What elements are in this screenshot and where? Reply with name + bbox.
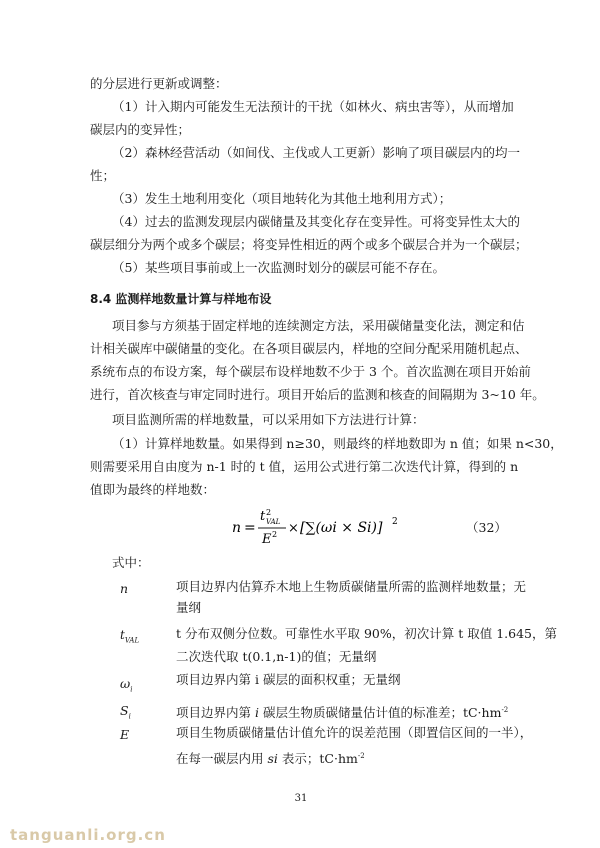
section-paragraph-line: 项目监测所需的样地数量，可以采用如下方法进行计算：	[112, 412, 425, 427]
list-item-3: （3）发生土地利用变化（项目地转化为其他土地利用方式）；	[112, 191, 452, 206]
equation-number: （32）	[466, 520, 507, 535]
equation-numerator-sup: 2	[266, 508, 272, 517]
watermark: tanguanli.org.cn	[10, 826, 166, 844]
definition-text-e-line-1: 项目生物质碳储量估计值允许的误差范围（即置信区间的一半），	[176, 725, 533, 740]
definition-text-s-main: 项目边界内第 i 碳层生物质碳储量估计值的标准差；$tC\cdot hm^{-2}$	[176, 705, 509, 721]
definition-text-tval-line-1: t 分布双侧分位数。可靠性水平取 90%，初次计算 t 取值 1.645，第	[176, 626, 557, 641]
section-paragraph-line: 进行，首次核查与审定同时进行。项目开始后的监测和核查的间隔期为 3~10 年。	[90, 387, 545, 402]
equation-denominator-e: E	[262, 532, 272, 547]
equation-equals: =	[244, 520, 256, 536]
equation-lhs: n	[232, 520, 242, 536]
definition-text-n-line-1: 项目边界内估算乔木地上生物质碳储量所需的监测样地数量；无	[176, 579, 527, 594]
page-number: 31	[294, 793, 308, 804]
equation-body: [∑(ωi × Si)]	[300, 520, 383, 536]
definition-symbol-s: $S_i$	[120, 703, 131, 721]
section-paragraph-line: 值即为最终的样地数：	[90, 482, 216, 497]
definition-symbol-tval	[120, 628, 139, 644]
symbol-val-subscript: VAL	[124, 636, 140, 645]
equation-body-sup: 2	[392, 517, 398, 527]
list-item-2-line-1: （2）森林经营活动（如间伐、主伐或人工更新）影响了项目碳层内的均一	[112, 145, 520, 160]
where-label: 式中：	[112, 555, 150, 570]
list-item-2-line-2: 性；	[90, 168, 116, 183]
section-paragraph-line: 则需要采用自由度为 n-1 时的 t 值，运用公式进行第二次迭代计算，得到的 n	[90, 459, 519, 474]
symbol-t: t	[120, 628, 125, 642]
section-paragraph-line: 项目参与方须基于固定样地的连续测定方法，采用碳储量变化法，测定和估	[112, 318, 525, 333]
list-item-4-line-1: （4）过去的监测发现层内碳储量及其变化存在变异性。可将变异性太大的	[112, 214, 520, 229]
equation-numerator-t: t	[260, 509, 266, 524]
equation-times: ×	[288, 521, 299, 536]
section-paragraph-line: （1）计算样地数量。如果得到 n≥30，则最终的样地数即为 n 值；如果 n<30，	[112, 436, 563, 451]
equation-denominator-sup: 2	[272, 530, 278, 539]
list-item-1-line-2: 碳层内的变异性；	[90, 122, 191, 137]
definition-text-e-line-2: 在每一碳层内用 si 表示；$tC\cdot hm^{-2}$	[176, 751, 365, 767]
definition-symbol-e: E	[120, 727, 130, 742]
list-item-5: （5）某些项目事前或上一次监测时划分的碳层可能不存在。	[112, 260, 445, 275]
definition-symbol-omega: $\omega_i$	[120, 676, 133, 694]
section-paragraph-line: 计相关碳库中碳储量的变化。在各项目碳层内，样地的空间分配采用随机起点、	[90, 341, 528, 356]
equation-numerator-sub: VAL	[266, 518, 281, 526]
equation-32	[232, 508, 412, 548]
section-paragraph-line: 系统布点的布设方案，每个碳层布设样地数不少于 3 个。首次监测在项目开始前	[90, 364, 531, 379]
definition-text-omega: 项目边界内第 i 碳层的面积权重；无量纲	[176, 672, 401, 687]
definition-symbol-n: n	[120, 581, 129, 596]
section-heading: 8.4 监测样地数量计算与样地布设	[90, 292, 272, 306]
paragraph-continuation: 的分层进行更新或调整：	[90, 76, 228, 91]
definition-text-s	[176, 702, 508, 721]
list-item-1-line-1: （1）计入期内可能发生无法预计的干扰（如林火、病虫害等），从而增加	[112, 99, 514, 114]
list-item-4-line-2: 碳层细分为两个或多个碳层；将变异性相近的两个或多个碳层合并为一个碳层；	[90, 237, 528, 252]
definition-text-n-line-2: 量纲	[176, 600, 202, 615]
definition-text-tval-line-2: 二次迭代取 t(0.1,n-1)的值；无量纲	[176, 649, 377, 664]
